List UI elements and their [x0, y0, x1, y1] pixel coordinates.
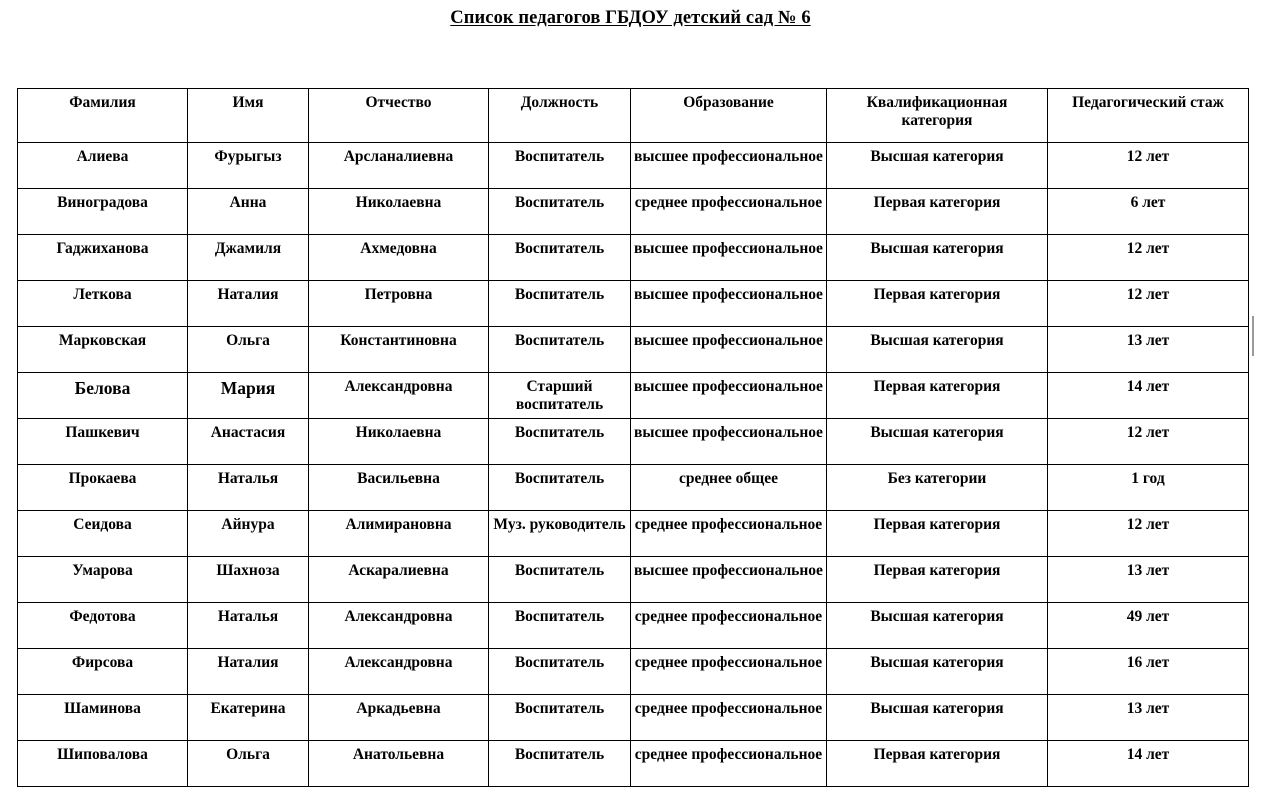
page-edge-artifact	[1252, 316, 1254, 356]
table-row	[18, 741, 1249, 787]
cell-experience: 13 лет	[1048, 557, 1249, 603]
cell-category: Высшая категория	[827, 649, 1048, 695]
cell-experience: 13 лет	[1048, 327, 1249, 373]
cell-patronymic: Петровна	[309, 281, 489, 327]
cell-education: среднее профессиональное	[631, 511, 827, 557]
cell-education: высшее профессиональное	[631, 419, 827, 465]
cell-position: Воспитатель	[489, 143, 631, 189]
cell-position: Воспитатель	[489, 741, 631, 787]
column-header-surname: Фамилия	[18, 89, 188, 143]
cell-category: Высшая категория	[827, 143, 1048, 189]
cell-name: Ольга	[188, 327, 309, 373]
table-row	[18, 189, 1249, 235]
cell-category: Высшая категория	[827, 235, 1048, 281]
table-row	[18, 511, 1249, 557]
cell-surname: Шаминова	[18, 695, 188, 741]
cell-education: высшее профессиональное	[631, 143, 827, 189]
cell-experience: 12 лет	[1048, 235, 1249, 281]
table-row	[18, 327, 1249, 373]
table-header	[18, 89, 1249, 143]
table-row	[18, 373, 1249, 419]
table-header-row	[18, 89, 1249, 143]
cell-name: Наталья	[188, 603, 309, 649]
table-row	[18, 281, 1249, 327]
table-row	[18, 649, 1249, 695]
cell-position: Воспитатель	[489, 557, 631, 603]
cell-education: высшее профессиональное	[631, 235, 827, 281]
cell-experience: 13 лет	[1048, 695, 1249, 741]
cell-category: Без категории	[827, 465, 1048, 511]
column-header-education: Образование	[631, 89, 827, 143]
cell-patronymic: Васильевна	[309, 465, 489, 511]
cell-category: Первая категория	[827, 189, 1048, 235]
cell-experience: 1 год	[1048, 465, 1249, 511]
cell-category: Первая категория	[827, 741, 1048, 787]
cell-surname: Шиповалова	[18, 741, 188, 787]
cell-experience: 49 лет	[1048, 603, 1249, 649]
cell-position: Воспитатель	[489, 465, 631, 511]
page-title-text: Список педагогов ГБДОУ детский сад № 6	[450, 8, 811, 28]
cell-patronymic: Аркадьевна	[309, 695, 489, 741]
cell-position: Воспитатель	[489, 649, 631, 695]
cell-position: Воспитатель	[489, 235, 631, 281]
cell-position: Воспитатель	[489, 281, 631, 327]
cell-experience: 16 лет	[1048, 649, 1249, 695]
cell-surname: Сеидова	[18, 511, 188, 557]
cell-name: Наталия	[188, 281, 309, 327]
cell-patronymic: Николаевна	[309, 419, 489, 465]
cell-patronymic: Арсланалиевна	[309, 143, 489, 189]
cell-patronymic: Ахмедовна	[309, 235, 489, 281]
cell-surname: Фирсова	[18, 649, 188, 695]
cell-category: Высшая категория	[827, 603, 1048, 649]
cell-education: среднее профессиональное	[631, 741, 827, 787]
staff-table-container	[17, 88, 1248, 787]
cell-patronymic: Анатольевна	[309, 741, 489, 787]
cell-name: Фурыгыз	[188, 143, 309, 189]
cell-experience: 14 лет	[1048, 741, 1249, 787]
cell-patronymic: Александровна	[309, 373, 489, 419]
cell-experience: 12 лет	[1048, 281, 1249, 327]
cell-position: Воспитатель	[489, 603, 631, 649]
cell-position: Воспитатель	[489, 189, 631, 235]
cell-experience: 12 лет	[1048, 143, 1249, 189]
cell-name: Анна	[188, 189, 309, 235]
cell-position: Воспитатель	[489, 419, 631, 465]
cell-education: высшее профессиональное	[631, 557, 827, 603]
cell-education: высшее профессиональное	[631, 281, 827, 327]
cell-position: Воспитатель	[489, 327, 631, 373]
cell-surname: Федотова	[18, 603, 188, 649]
cell-name: Мария	[188, 373, 309, 419]
table-row	[18, 695, 1249, 741]
cell-name: Екатерина	[188, 695, 309, 741]
staff-table	[17, 88, 1249, 787]
cell-surname: Алиева	[18, 143, 188, 189]
cell-experience: 12 лет	[1048, 511, 1249, 557]
table-row	[18, 603, 1249, 649]
cell-education: среднее профессиональное	[631, 189, 827, 235]
cell-education: среднее профессиональное	[631, 649, 827, 695]
table-row	[18, 557, 1249, 603]
cell-surname: Леткова	[18, 281, 188, 327]
cell-surname: Пашкевич	[18, 419, 188, 465]
page-title	[0, 8, 1261, 29]
cell-patronymic: Александровна	[309, 649, 489, 695]
table-row	[18, 143, 1249, 189]
cell-patronymic: Александровна	[309, 603, 489, 649]
cell-patronymic: Константиновна	[309, 327, 489, 373]
cell-name: Анастасия	[188, 419, 309, 465]
cell-category: Высшая категория	[827, 695, 1048, 741]
cell-name: Наталия	[188, 649, 309, 695]
cell-surname: Виноградова	[18, 189, 188, 235]
cell-name: Ольга	[188, 741, 309, 787]
cell-position: Старший воспитатель	[489, 373, 631, 419]
table-body	[18, 143, 1249, 787]
column-header-experience: Педагогический стаж	[1048, 89, 1249, 143]
cell-education: высшее профессиональное	[631, 327, 827, 373]
cell-position: Муз. руководитель	[489, 511, 631, 557]
cell-name: Наталья	[188, 465, 309, 511]
column-header-name: Имя	[188, 89, 309, 143]
cell-surname: Белова	[18, 373, 188, 419]
cell-position: Воспитатель	[489, 695, 631, 741]
column-header-position: Должность	[489, 89, 631, 143]
table-row	[18, 465, 1249, 511]
cell-category: Первая категория	[827, 281, 1048, 327]
table-row	[18, 419, 1249, 465]
cell-surname: Гаджиханова	[18, 235, 188, 281]
cell-surname: Прокаева	[18, 465, 188, 511]
column-header-category: Квалификационная категория	[827, 89, 1048, 143]
cell-category: Первая категория	[827, 511, 1048, 557]
cell-category: Первая категория	[827, 557, 1048, 603]
cell-category: Первая категория	[827, 373, 1048, 419]
cell-category: Высшая категория	[827, 419, 1048, 465]
cell-patronymic: Аскаралиевна	[309, 557, 489, 603]
cell-patronymic: Алимирановна	[309, 511, 489, 557]
cell-experience: 12 лет	[1048, 419, 1249, 465]
cell-education: среднее профессиональное	[631, 695, 827, 741]
cell-experience: 14 лет	[1048, 373, 1249, 419]
cell-surname: Марковская	[18, 327, 188, 373]
cell-name: Шахноза	[188, 557, 309, 603]
cell-surname: Умарова	[18, 557, 188, 603]
cell-patronymic: Николаевна	[309, 189, 489, 235]
cell-education: среднее общее	[631, 465, 827, 511]
cell-education: высшее профессиональное	[631, 373, 827, 419]
cell-name: Айнура	[188, 511, 309, 557]
cell-education: среднее профессиональное	[631, 603, 827, 649]
column-header-patronymic: Отчество	[309, 89, 489, 143]
cell-category: Высшая категория	[827, 327, 1048, 373]
cell-experience: 6 лет	[1048, 189, 1249, 235]
table-row	[18, 235, 1249, 281]
cell-name: Джамиля	[188, 235, 309, 281]
